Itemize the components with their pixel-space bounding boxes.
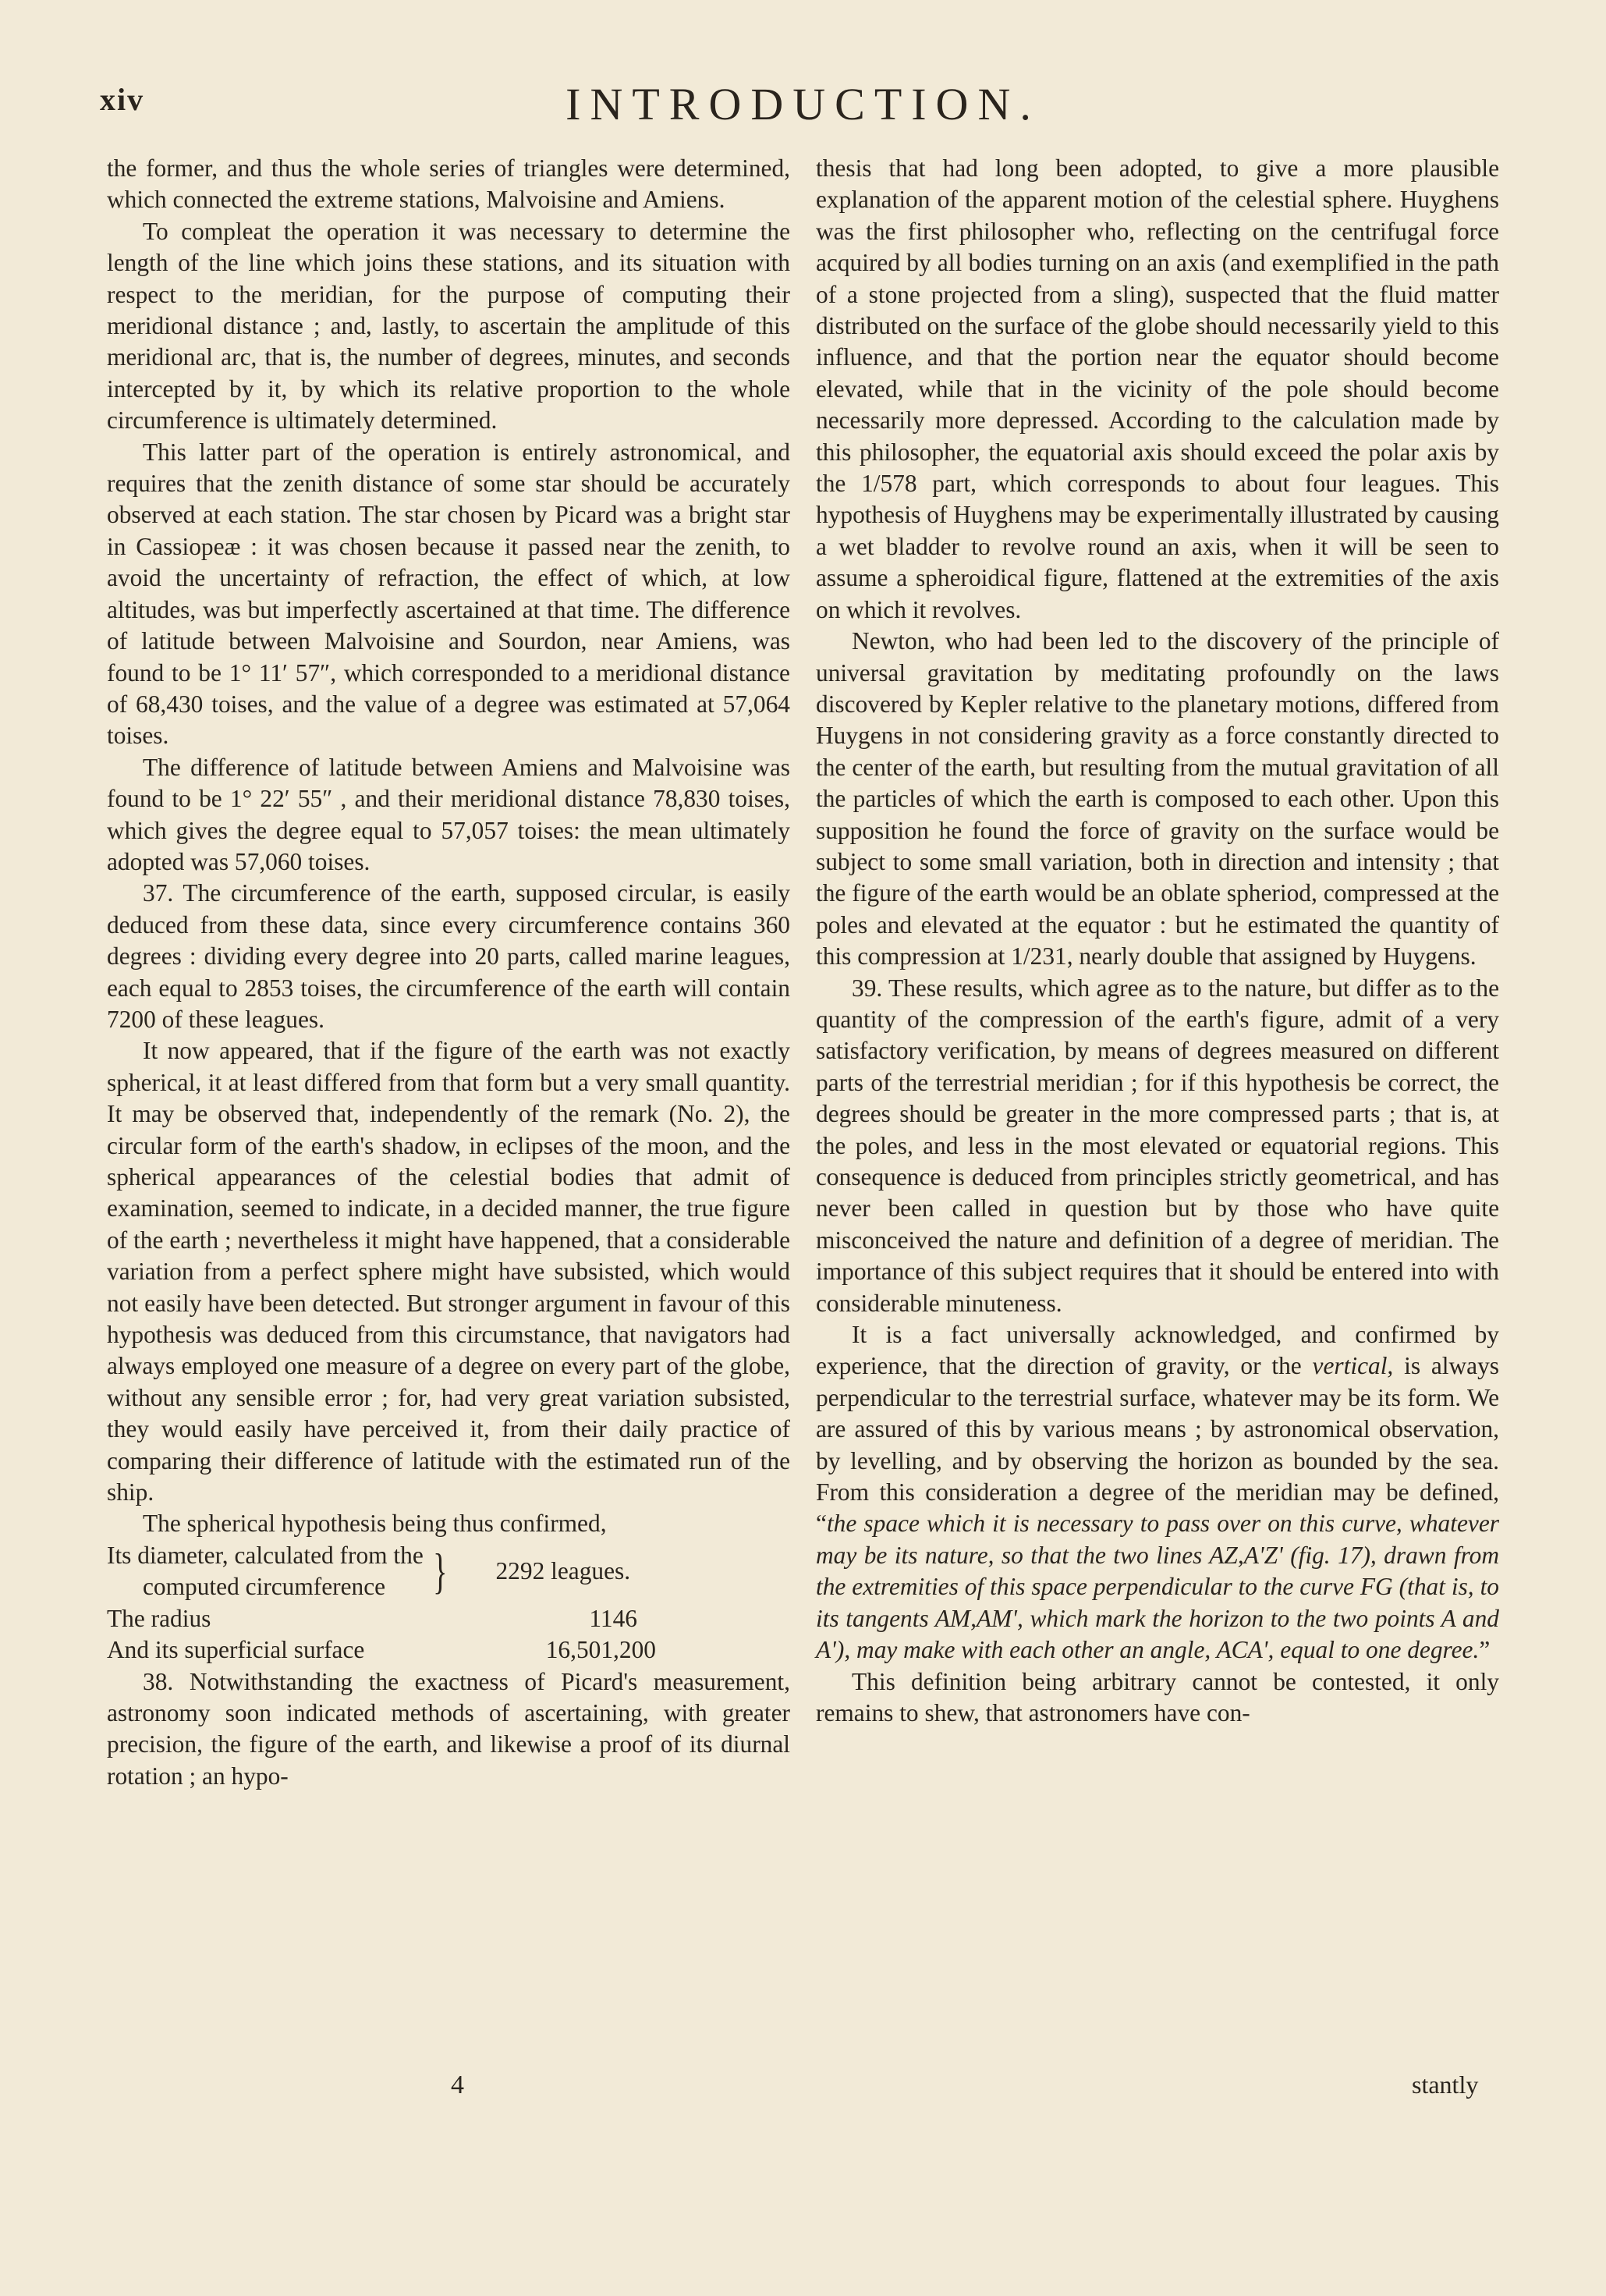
left-column xyxy=(107,153,790,1792)
paragraph: This definition being arbitrary cannot be contested, it only remains to shew, that astronomers have con- xyxy=(816,1667,1499,1726)
text-run: ” xyxy=(1479,1636,1491,1664)
running-head: INTRODUCTION. xyxy=(565,79,1041,130)
paragraph-section-39: 39. These results, which agree as to the nature, but differ as to the quantity of the compression of the earth's figure, admit of a very satisfactory verification, by means of degrees measured on different parts of the terrestrial meridian ; for if this hypothesis be correct, the degrees should be greater in the more compressed parts ; that is, at the poles, and less in the most elevated or equatorial regions. This consequence is deduced from principles strictly geometrical, and has never been called in question but by those who have quite misconceived the nature and definition of a degree of meridian. The importance of this subject requires that it should be entered into with considerable minuteness. xyxy=(816,974,1499,1317)
diameter-value: 2292 leagues. xyxy=(495,1557,631,1585)
surface-value: 16,501,200 xyxy=(545,1636,656,1664)
paragraph: the former, and thus the whole series of triangles were determined, which connected the extreme stations, Malvoisine and Amiens. xyxy=(107,154,790,214)
radius-label: The radius xyxy=(107,1604,211,1632)
paragraph: thesis that had long been adopted, to give a more plausible explanation of the apparent motion of the celestial sphere. Huyghens was the first philosopher who, reflecting on the centrifugal force acquired by all bodies turning on an axis (and exemplified in the path of a stone projected from a sling), suspected that the fluid matter distributed on the surface of the globe should necessarily yield to this influence, and that the portion near the equator should become elevated, while that in the vicinity of the pole should become necessarily more depressed. According to the calculation made by this philosopher, the equatorial axis should exceed the polar axis by the 1/578 part, which corresponds to about four leagues. This hypothesis of Huyghens may be experimentally illustrated by causing a wet bladder to revolve round an axis, when it will be seen to assume a spheroidical figure, flattened at the extremities of the axis on which it revolves. xyxy=(816,154,1499,623)
paragraph-section-37: 37. The circumference of the earth, supposed circular, is easily deduced from these data, since every circumference contains 360 degrees : dividing every degree into 20 parts, called marine leagues, each equal to 2853 toises, the circumference of the earth will contain 7200 of these leagues. xyxy=(107,879,790,1033)
italic-term: vertical, xyxy=(1312,1352,1394,1380)
right-column xyxy=(816,153,1499,1729)
paragraph: The difference of latitude between Amiens and Malvoisine was found to be 1° 22′ 55″ , and their meridional distance 78,830 toises, which gives the degree equal to 57,057 toises: the mean ultimately adopted was 57,060 toises. xyxy=(107,753,790,875)
diameter-row xyxy=(107,1540,790,1603)
diameter-label-cont: computed circumference xyxy=(143,1573,386,1601)
brace-glyph: } xyxy=(432,1543,448,1599)
paragraph: The spherical hypothesis being thus confirmed, xyxy=(143,1510,607,1538)
surface-label: And its superficial surface xyxy=(107,1636,365,1664)
radius-row xyxy=(107,1603,684,1634)
paragraph: Newton, who had been led to the discovery of the principle of universal gravitation by meditating profoundly on the laws discovered by Kepler relative to the planetary motions, differed from Huygens in not considering gravity as a force constantly directed to the center of the earth, but resulting from the mutual gravitation of all the particles of which the earth is composed to each other. Upon this supposition he found the force of gravity on the surface would be subject to some small variation, both in direction and intensity ; that the figure of the earth would be an oblate spheriod, compressed at the poles and elevated at the equator : but he estimated the quantity of this compression at 1/231, nearly double that assigned by Huygens. xyxy=(816,627,1499,971)
text-run: is always perpendicular to the terrestrial surface, whatever may be its form. We are assured of this by various means ; by astronomical observation, by levelling, and by observing the horizon as bounded by the sea. From this consideration a degree of the meridian may be defined, “ xyxy=(816,1352,1499,1538)
radius-value: 1146 xyxy=(589,1604,637,1632)
paragraph: This latter part of the operation is entirely astronomical, and requires that the zenith distance of some star should be accurately observed at each station. The star chosen by Picard was a bright star in Cassiopeæ : it was chosen because it passed near the zenith, to avoid the uncertainty of refraction, the effect of which, at low altitudes, was but imperfectly ascertained at that time. The difference of latitude between Malvoisine and Sourdon, near Amiens, was found to be 1° 11′ 57″, which corresponded to a meridional distance of 68,430 toises, and the value of a degree was estimated at 57,064 toises. xyxy=(107,438,790,750)
paragraph-definition xyxy=(816,1319,1499,1666)
diameter-label: Its diameter, calculated from the xyxy=(107,1541,424,1569)
catchword: stantly xyxy=(1412,2071,1479,2099)
paragraph: To compleat the operation it was necessary to determine the length of the line which joins these stations, and its situation with respect to the meridian, for the purpose of computing their meridional distance ; and, lastly, to ascertain the amplitude of this meridional arc, that is, the number of degrees, minutes, and seconds intercepted by it, by which its relative proportion to the whole circumference is ultimately determined. xyxy=(107,217,790,435)
text-run: It is a fact universally acknowledged, and confirmed by experience, that the direction of gravity, or the xyxy=(816,1321,1499,1380)
surface-row xyxy=(107,1634,684,1666)
definition-quote: the space which it is necessary to pass over on this curve, whatever may be its nature, so that the two lines AZ,A'Z' (fig. 17), drawn from the extremities of this space perpendicular to the curve FG (that is, to its tangents AM,AM', which mark the horizon to the two points A and A'), may make with each other an angle, ACA', equal to one degree. xyxy=(816,1510,1499,1664)
paragraph-section-38: 38. Notwithstanding the exactness of Picard's measurement, astronomy soon indicated methods of ascertaining, with greater precision, the figure of the earth, and likewise a proof of its diurnal rotation ; an hypo- xyxy=(107,1667,790,1790)
paragraph: It now appeared, that if the figure of the earth was not exactly spherical, it at least differed from that form but a very small quantity. It may be observed that, independently of the remark (No. 2), the circular form of the earth's shadow, in eclipses of the moon, and the spherical appearances of the celestial bodies that admit of examination, seemed to indicate, in a decided manner, the true figure of the earth ; nevertheless it might have happened, that a considerable variation from a perfect sphere might have subsisted, which would not easily have been detected. But stronger argument in favour of this hypothesis was deduced from this circumstance, that navigators had always employed one measure of a degree on every part of the globe, without any sensible error ; for, had very great variation subsisted, they would easily have perceived it, from their daily practice of comparing their difference of latitude with the estimated run of the ship. xyxy=(107,1037,790,1506)
signature-mark: 4 xyxy=(451,2071,464,2099)
page-number: xiv xyxy=(100,82,145,117)
